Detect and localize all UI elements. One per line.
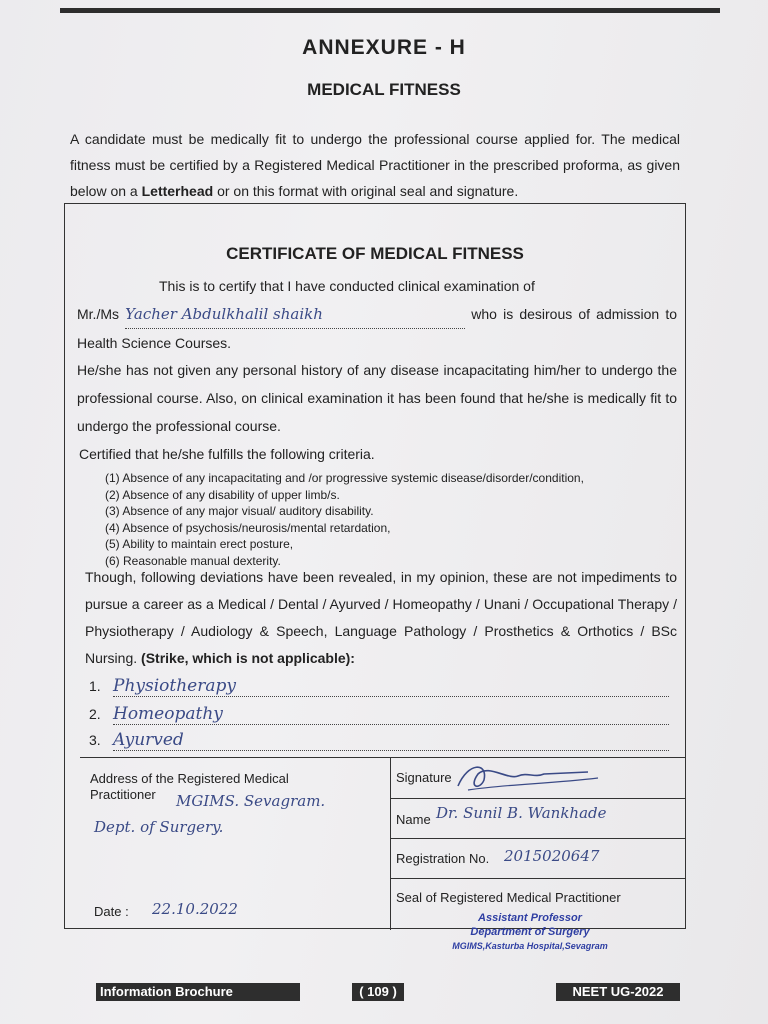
intro-paragraph: A candidate must be medically fit to undergo the professional course applied for. The medical fitness must be certified by a Registered Medical Practitioner in the prescribed proforma, as given below on a Letterhead or on this format with original seal and signature.	[70, 131, 680, 199]
name-value: Dr. Sunil B. Wankhade	[436, 804, 607, 822]
seal-label: Seal of Registered Medical Practitioner	[396, 890, 621, 905]
signature-mark	[448, 760, 628, 794]
annexure-subtitle: MEDICAL FITNESS	[307, 80, 461, 99]
criteria-item: (6) Reasonable manual dexterity.	[105, 553, 281, 568]
date-label: Date :	[94, 904, 129, 919]
address-label: Address of the Registered Medical Practitioner	[90, 771, 289, 802]
registration-value: 2015020647	[504, 847, 600, 865]
practitioner-grid	[80, 757, 686, 930]
criteria-list	[105, 470, 584, 570]
seal-stamp: Assistant Professor Department of Surgery MGIMS,Kasturba Hospital,Sevagram	[452, 912, 608, 951]
address-cell	[80, 758, 391, 930]
criteria-item: (4) Absence of psychosis/neurosis/mental retardation,	[105, 520, 391, 535]
signature-label: Signature	[396, 770, 452, 785]
footer-page-number: ( 109 )	[352, 983, 404, 1001]
criteria-intro: Certified that he/she fulfills the following criteria.	[79, 446, 375, 462]
criteria-item: (3) Absence of any major visual/ auditory disability.	[105, 504, 374, 519]
criteria-item: (1) Absence of any incapacitating and /or progressive systemic disease/disorder/condition,	[105, 471, 584, 485]
option-row: 1. Physiotherapy	[89, 676, 669, 697]
registration-label: Registration No.	[396, 851, 490, 866]
top-rule	[60, 8, 720, 13]
history-paragraph: He/she has not given any personal history of any disease incapacitating him/her to undergo the professional course. Also, on clinical examination it has been found that he/she is medically fit to undergo the professional course.	[77, 362, 677, 434]
name-label: Name	[396, 812, 431, 827]
option-value: Physiotherapy	[113, 676, 669, 697]
certificate-title: CERTIFICATE OF MEDICAL FITNESS	[226, 244, 524, 263]
address-value-dept: Dept. of Surgery.	[94, 818, 224, 836]
name-cell	[390, 798, 686, 839]
criteria-item: (2) Absence of any disability of upper limb/s.	[105, 487, 340, 502]
address-value: MGIMS. Sevagram.	[176, 792, 326, 810]
annexure-title: ANNEXURE - H	[302, 36, 466, 59]
option-value: Ayurved	[113, 730, 669, 751]
option-row: 2. Homeopathy	[89, 704, 669, 725]
option-row: 3. Ayurved	[89, 730, 669, 751]
footer-exam: NEET UG-2022	[556, 983, 680, 1001]
signature-cell	[390, 758, 686, 799]
date-value: 22.10.2022	[152, 900, 238, 918]
candidate-name: Yacher Abdulkhalil shaikh	[125, 300, 465, 329]
certify-paragraph: This is to certify that I have conducted clinical examination of Mr./Ms Yacher Abdulkhalil shaikh who is desirous of admission to Health Science Courses.	[77, 278, 678, 351]
registration-cell	[390, 838, 686, 879]
footer-brochure: Information Brochure	[96, 983, 300, 1001]
criteria-item: (5) Ability to maintain erect posture,	[105, 537, 294, 552]
option-value: Homeopathy	[113, 704, 669, 725]
deviations-paragraph: Though, following deviations have been revealed, in my opinion, these are not impediments to pursue a career as a Medical / Dental / Ayurved / Homeopathy / Unani / Occupational Therapy / Physiotherapy / Audiology & Speech, Language Pathology / Prosthetics & Orthotics / BSc Nursing. (Strike, which is not applicable):	[85, 569, 677, 666]
